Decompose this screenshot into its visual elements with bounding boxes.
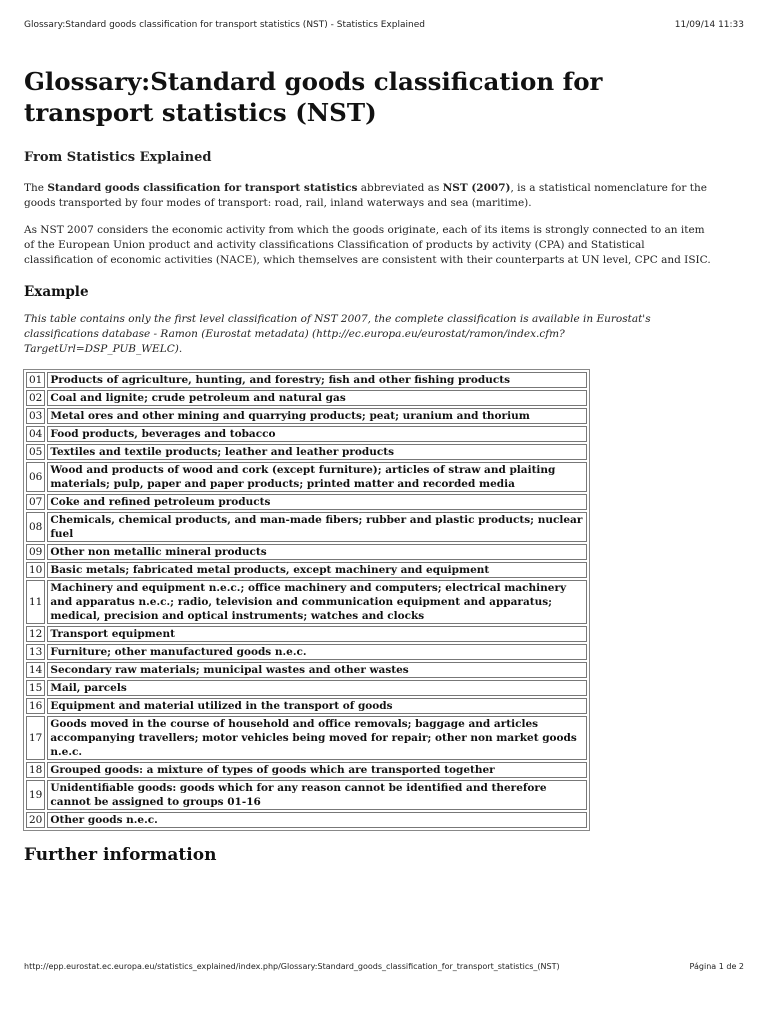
nst-code-cell: 14 xyxy=(26,662,45,678)
nst-code-cell: 20 xyxy=(26,812,45,828)
nst-code-cell: 02 xyxy=(26,390,45,406)
table-row xyxy=(26,626,587,642)
table-row xyxy=(26,762,587,778)
nst-description-cell: Unidentifiable goods: goods which for any reason cannot be identified and therefore cannot be assigned to groups 01-16 xyxy=(47,780,587,810)
intro-text-3: , is a statistical nomenclature for the goods transported by four modes of transport: road, rail, inland waterways and sea (maritime). xyxy=(24,182,707,209)
table-row xyxy=(26,698,587,714)
print-header-title: Glossary:Standard goods classification for transport statistics (NST) - Statistics Explained xyxy=(24,20,425,30)
table-row xyxy=(26,580,587,624)
nst-description-cell: Secondary raw materials; municipal wastes and other wastes xyxy=(47,662,587,678)
nst-description-cell: Basic metals; fabricated metal products, except machinery and equipment xyxy=(47,562,587,578)
intro-paragraph xyxy=(24,181,714,211)
nst-code-cell: 09 xyxy=(26,544,45,560)
table-row xyxy=(26,780,587,810)
nst-code-cell: 06 xyxy=(26,462,45,492)
nst-description-cell: Chemicals, chemical products, and man-made fibers; rubber and plastic products; nuclear fuel xyxy=(47,512,587,542)
second-paragraph: As NST 2007 considers the economic activity from which the goods originate, each of its items is strongly connected to an item of the European Union product and activity classifications Classification of products by activity (CPA) and Statistical classification of economic activities (NACE), which themselves are consistent with their counterparts at UN level, CPC and ISIC. xyxy=(24,224,711,266)
print-header xyxy=(24,20,744,34)
nst-description-cell: Goods moved in the course of household and office removals; baggage and articles accompanying travellers; motor vehicles being moved for repair; other non market goods n.e.c. xyxy=(47,716,587,760)
table-row xyxy=(26,644,587,660)
print-footer-url: http://epp.eurostat.ec.europa.eu/statistics_explained/index.php/Glossary:Standard_goods_classification_for_transport_statistics_(NST) xyxy=(24,962,560,971)
nst-code-cell: 08 xyxy=(26,512,45,542)
nst-description-cell: Metal ores and other mining and quarrying products; peat; uranium and thorium xyxy=(47,408,587,424)
nst-code-cell: 12 xyxy=(26,626,45,642)
example-note: This table contains only the first level classification of NST 2007, the complete classification is available in Eurostat's classifications database - Ramon (Eurostat metadata) (http://ec.europa.eu/eurostat/ramon/index.cfm?TargetUrl=DSP_PUB_WELC). xyxy=(24,313,651,355)
table-row xyxy=(26,444,587,460)
nst-description-cell: Mail, parcels xyxy=(47,680,587,696)
table-row xyxy=(26,662,587,678)
table-row xyxy=(26,494,587,510)
table-row xyxy=(26,408,587,424)
nst-description-cell: Other goods n.e.c. xyxy=(47,812,587,828)
nst-classification-table xyxy=(23,369,590,831)
nst-code-cell: 19 xyxy=(26,780,45,810)
table-row xyxy=(26,462,587,492)
nst-code-cell: 03 xyxy=(26,408,45,424)
nst-description-cell: Furniture; other manufactured goods n.e.c. xyxy=(47,644,587,660)
nst-description-cell: Products of agriculture, hunting, and forestry; fish and other fishing products xyxy=(47,372,587,388)
nst-description-cell: Other non metallic mineral products xyxy=(47,544,587,560)
print-footer-page: Página 1 de 2 xyxy=(689,962,744,971)
print-header-datetime: 11/09/14 11:33 xyxy=(674,20,744,30)
nst-description-cell: Textiles and textile products; leather and leather products xyxy=(47,444,587,460)
nst-code-cell: 10 xyxy=(26,562,45,578)
page-subtitle: From Statistics Explained xyxy=(24,150,212,165)
example-heading: Example xyxy=(24,284,89,300)
table-row xyxy=(26,680,587,696)
nst-code-cell: 15 xyxy=(26,680,45,696)
table-row xyxy=(26,512,587,542)
table-row xyxy=(26,372,587,388)
nst-description-cell: Machinery and equipment n.e.c.; office machinery and computers; electrical machinery and apparatus n.e.c.; radio, television and communication equipment and apparatus; medical, precision and optical instruments; watches and clocks xyxy=(47,580,587,624)
nst-code-cell: 01 xyxy=(26,372,45,388)
page-title: Glossary:Standard goods classification for transport statistics (NST) xyxy=(24,67,603,127)
intro-abbreviation: NST (2007) xyxy=(442,182,511,194)
table-row xyxy=(26,426,587,442)
table-row xyxy=(26,716,587,760)
nst-description-cell: Wood and products of wood and cork (except furniture); articles of straw and plaiting materials; pulp, paper and paper products; printed matter and recorded media xyxy=(47,462,587,492)
nst-code-cell: 04 xyxy=(26,426,45,442)
nst-description-cell: Grouped goods: a mixture of types of goods which are transported together xyxy=(47,762,587,778)
nst-description-cell: Coal and lignite; crude petroleum and natural gas xyxy=(47,390,587,406)
print-footer xyxy=(24,962,744,976)
intro-text-1: The xyxy=(24,182,48,194)
nst-code-cell: 18 xyxy=(26,762,45,778)
further-information-heading: Further information xyxy=(24,845,217,865)
table-row xyxy=(26,562,587,578)
nst-table-body xyxy=(26,372,587,828)
table-row xyxy=(26,544,587,560)
nst-description-cell: Food products, beverages and tobacco xyxy=(47,426,587,442)
nst-code-cell: 07 xyxy=(26,494,45,510)
intro-text-2: abbreviated as xyxy=(357,182,443,194)
article-content xyxy=(24,66,714,865)
nst-code-cell: 16 xyxy=(26,698,45,714)
nst-code-cell: 05 xyxy=(26,444,45,460)
nst-description-cell: Coke and refined petroleum products xyxy=(47,494,587,510)
nst-code-cell: 17 xyxy=(26,716,45,760)
nst-code-cell: 13 xyxy=(26,644,45,660)
nst-description-cell: Equipment and material utilized in the transport of goods xyxy=(47,698,587,714)
nst-description-cell: Transport equipment xyxy=(47,626,587,642)
nst-code-cell: 11 xyxy=(26,580,45,624)
intro-term: Standard goods classification for transport statistics xyxy=(47,182,358,194)
table-row xyxy=(26,390,587,406)
table-row xyxy=(26,812,587,828)
